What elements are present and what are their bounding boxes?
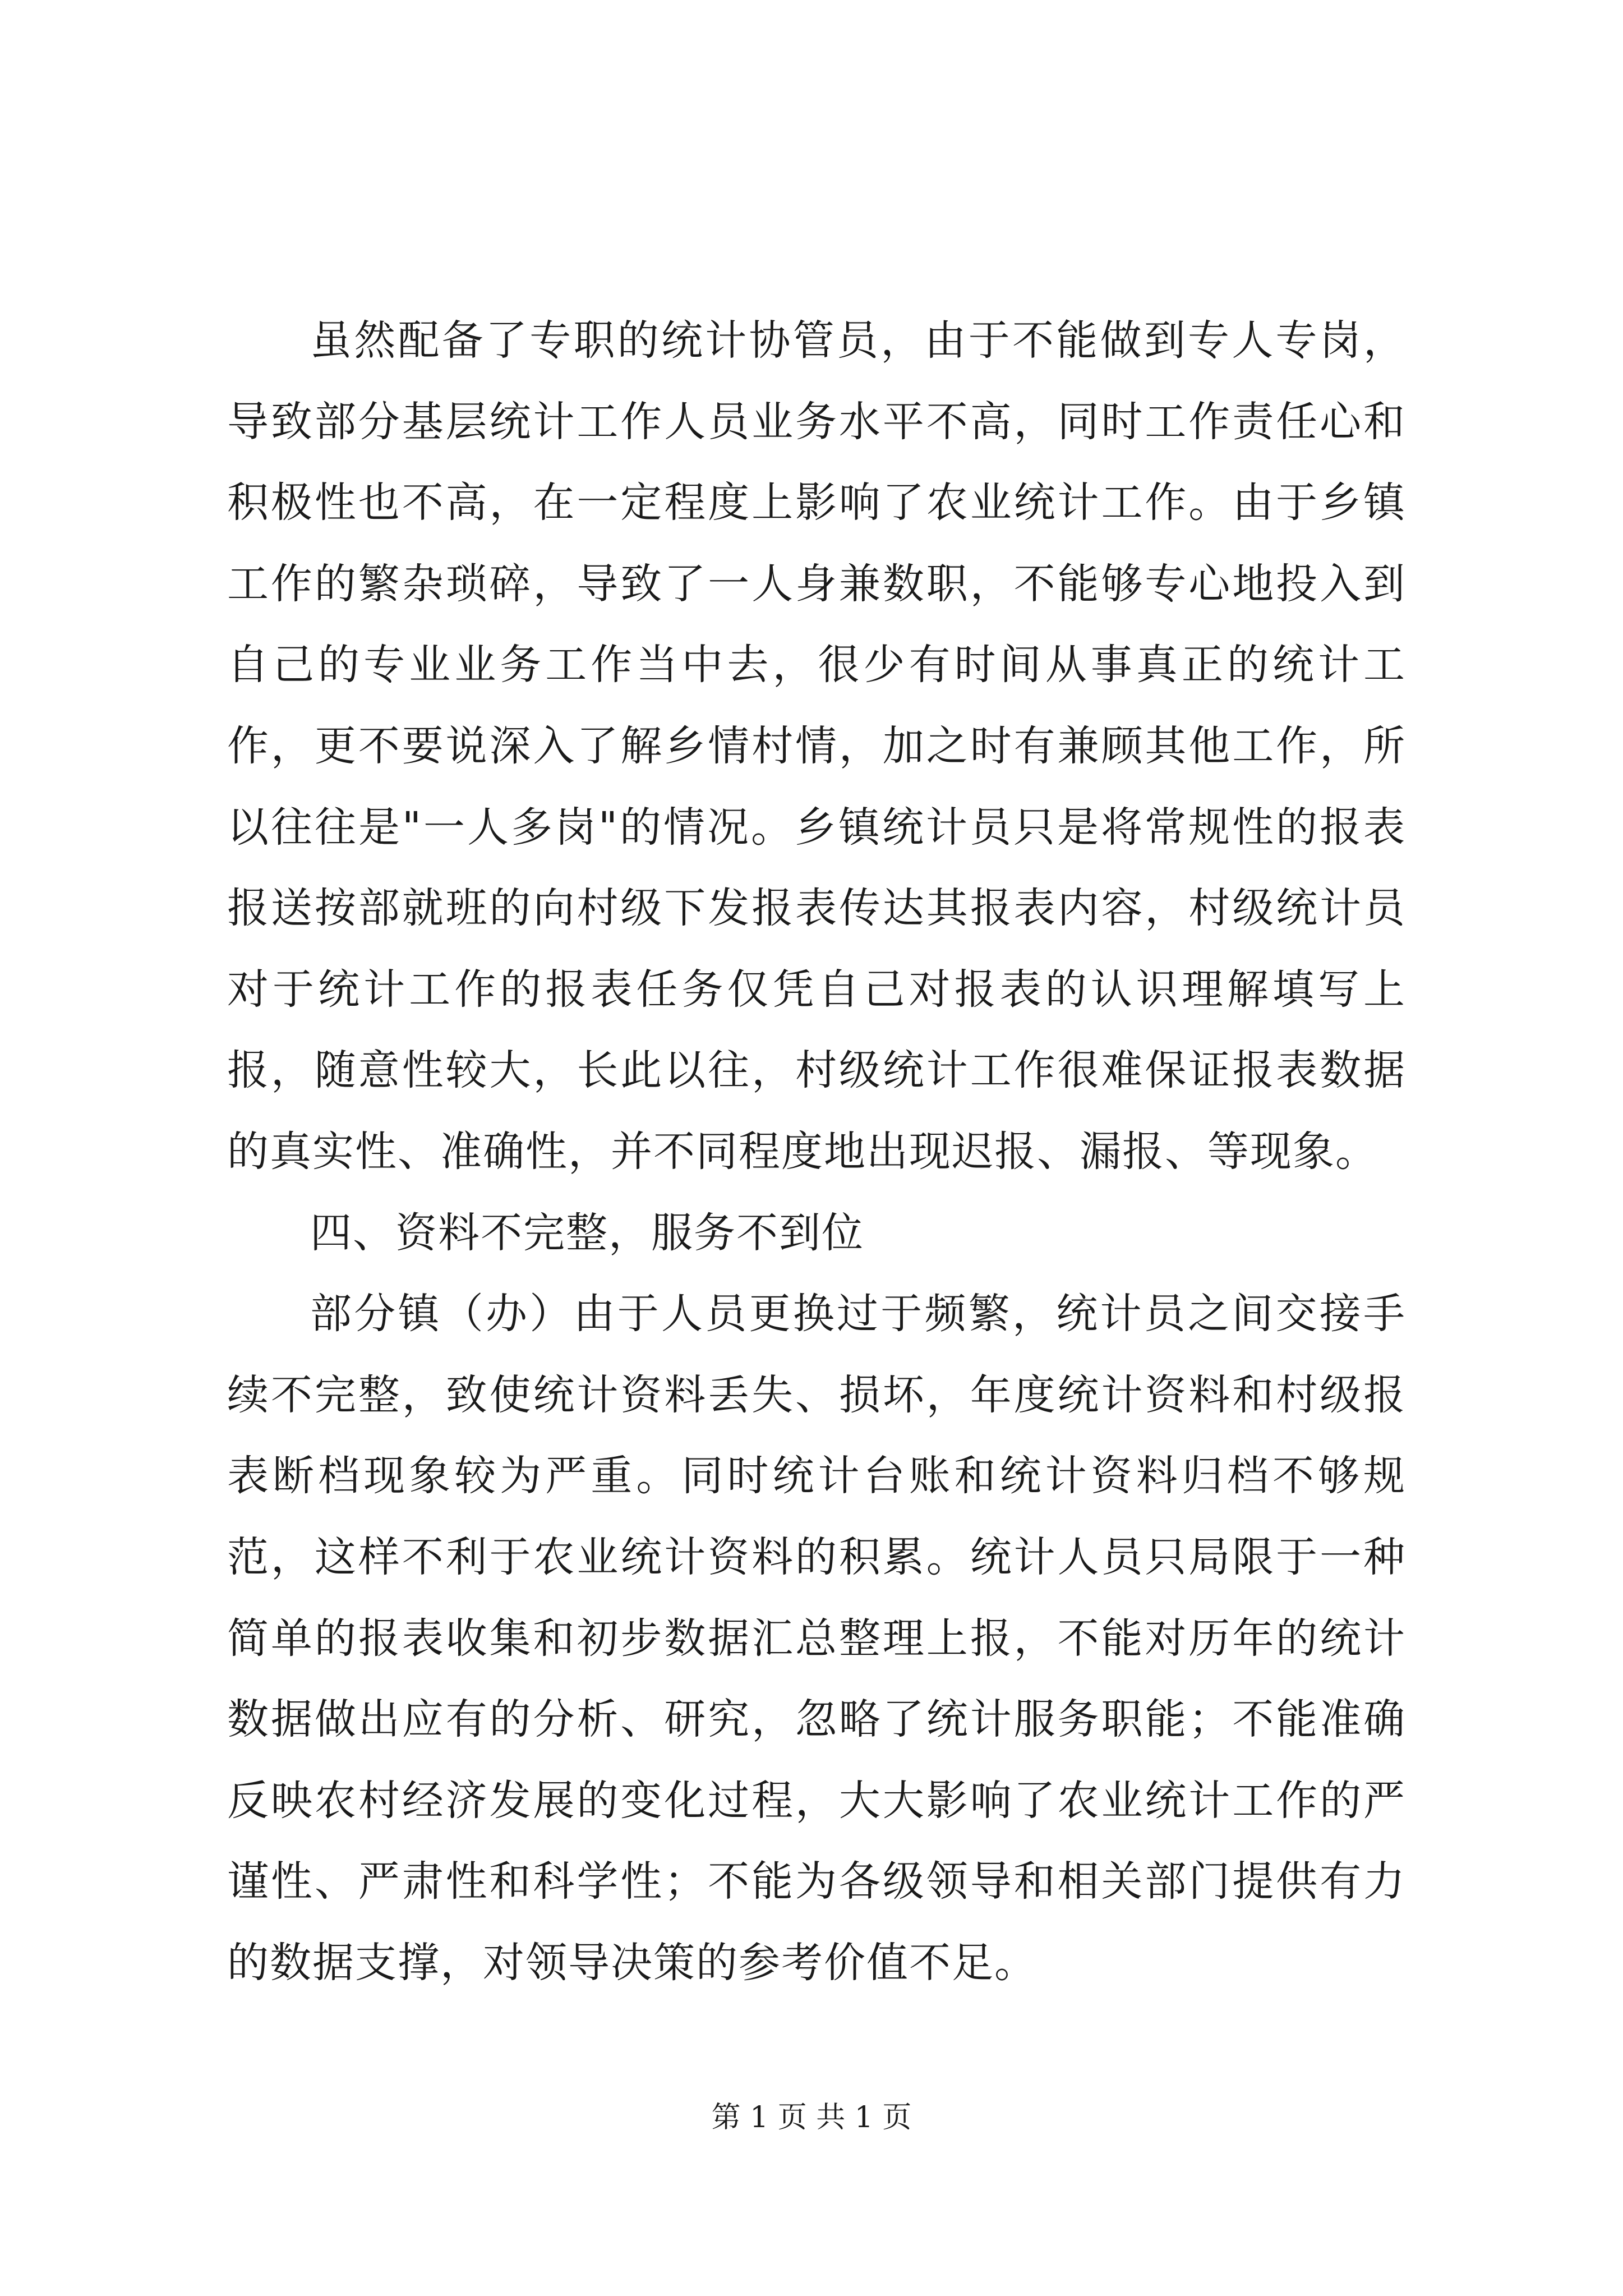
section-heading-4: 四、资料不完整，服务不到位 [310, 1208, 864, 1257]
body-paragraph-2: 部分镇（办）由于人员更换过于频繁，统计员之间交接手续不完整，致使统计资料丢失、损坏，年度统计资料和村级报表断档现象较为严重。同时统计台账和统计资料归档不够规范，这样不利于农业统计资料的积累。统计人员只局限于一种简单的报表收集和初步数据汇总整理上报，不能对历年的统计数据做出应有的分析、研究，忽略了统计服务职能；不能准确反映农村经济发展的变化过程，大大影响了农业统计工作的严谨性、严肃性和科学性；不能为各级领导和相关部门提供有力的数据支撑，对领导决策的参考价值不足。 [227, 1290, 1406, 1987]
document-body [227, 300, 1406, 2003]
body-paragraph-1: 虽然配备了专职的统计协管员，由于不能做到专人专岗，导致部分基层统计工作人员业务水平不高，同时工作责任心和积极性也不高，在一定程度上影响了农业统计工作。由于乡镇工作的繁杂琐碎，导致了一人身兼数职，不能够专心地投入到自己的专业业务工作当中去，很少有时间从事真正的统计工作，更不要说深入了解乡情村情，加之时有兼顾其他工作，所以往往是"一人多岗"的情况。乡镇统计员只是将常规性的报表报送按部就班的向村级下发报表传达其报表内容，村级统计员对于统计工作的报表任务仅凭自己对报表的认识理解填写上报，随意性较大，长此以往，村级统计工作很难保证报表数据的真实性、准确性，并不同程度地出现迟报、漏报、等现象。 [227, 316, 1406, 1176]
page-footer: 第 1 页 共 1 页 [711, 2101, 912, 2134]
